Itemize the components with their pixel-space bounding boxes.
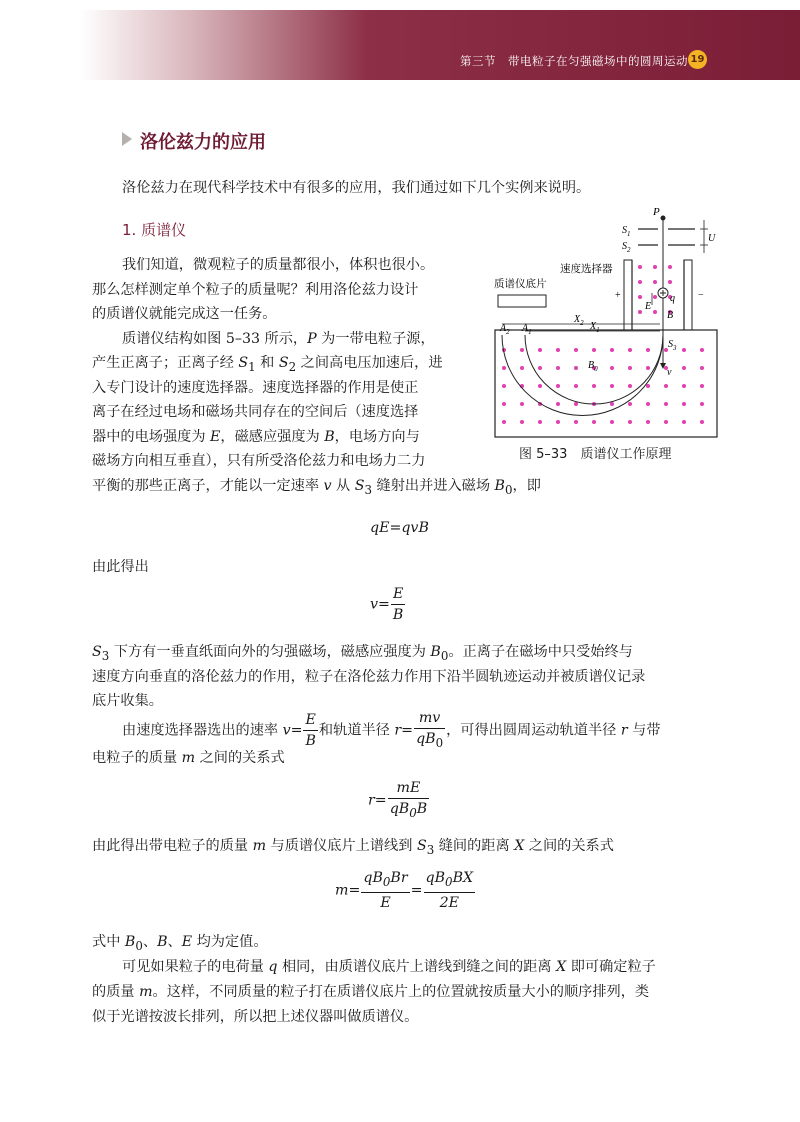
paragraph-line: 的质谱仪就能完成这一任务。 [92, 306, 277, 322]
selector-plate-block-right [684, 260, 692, 330]
figure-caption: 图 5–33 质谱仪工作原理 [519, 447, 672, 462]
label-s1: $S_1$ [622, 225, 631, 238]
field-dot [574, 348, 578, 352]
field-dot [646, 402, 650, 406]
field-dot [574, 366, 578, 370]
field-dot [700, 348, 704, 352]
field-dot [668, 265, 672, 269]
field-dot [646, 384, 650, 388]
subsection-title: 1. 质谱仪 [122, 221, 187, 239]
field-dot [653, 280, 657, 284]
field-dot [638, 280, 642, 284]
field-dot [538, 348, 542, 352]
paragraph-line: 产生正离子；正离子经 $S_1$ 和 $S_2$ 之间高电压加速后，进 [92, 355, 443, 374]
equation-velocity: v= $\frac{E}{B}$ [370, 586, 404, 623]
field-dot [502, 420, 506, 424]
paragraph-line: 似于光谱按波长排列，所以把上述仪器叫做质谱仪。 [92, 1008, 419, 1025]
field-dot [646, 348, 650, 352]
field-dot [520, 366, 524, 370]
field-dot [668, 280, 672, 284]
equation-force-balance: qE=qvB [370, 520, 429, 536]
field-dot [664, 384, 668, 388]
field-dot [610, 348, 614, 352]
label-plus: + [615, 290, 621, 301]
label-minus: − [698, 290, 704, 301]
field-dot [628, 366, 632, 370]
label-v: v [667, 367, 672, 378]
field-dot [638, 310, 642, 314]
field-dot [682, 420, 686, 424]
paragraph-line: 由此得出带电粒子的质量 m 与质谱仪底片上谱线到 $S_3$ 缝间的距离 X 之间的关系式 [92, 838, 614, 857]
label-q: q [670, 293, 675, 304]
field-dot [592, 420, 596, 424]
field-dot [682, 384, 686, 388]
page-number-badge: 19 [688, 50, 707, 69]
field-dot [556, 402, 560, 406]
field-dot [574, 420, 578, 424]
label-film: 质谱仪底片 [494, 278, 547, 290]
field-dot [556, 366, 560, 370]
field-dot [700, 366, 704, 370]
field-dot [592, 384, 596, 388]
field-dot [538, 384, 542, 388]
paragraph-line: 式中 $B_0$、B、E 均为定值。 [92, 934, 268, 953]
field-dot [520, 402, 524, 406]
field-dot [682, 348, 686, 352]
field-dot [520, 348, 524, 352]
paragraph-line: 速度方向垂直的洛伦兹力的作用，粒子在洛伦兹力作用下沿半圆轨迹运动并被质谱仪记录 [92, 668, 646, 685]
paragraph-line: 器中的电场强度为 E，磁感应强度为 B，电场方向与 [92, 428, 420, 445]
field-dot [520, 420, 524, 424]
paragraph-line: 电粒子的质量 m 之间的关系式 [92, 750, 285, 766]
field-dot [574, 384, 578, 388]
field-dot [628, 402, 632, 406]
field-dot [638, 265, 642, 269]
label-a2: $A_2$ [500, 323, 510, 336]
paragraph-line: 由速度选择器选出的速率 v= $\frac{E}{B}$ 和轨道半径 r= $\frac{mv}{qB_0}$ ，可得出圆周运动轨道半径 r 与带 [122, 710, 661, 750]
label-s2: $S_2$ [622, 241, 631, 254]
field-dot [646, 420, 650, 424]
field-dot [610, 384, 614, 388]
field-dot [638, 295, 642, 299]
label-b0: $B_0$ [588, 360, 598, 373]
label-x2: $X_2$ [574, 314, 584, 327]
field-dot [628, 384, 632, 388]
field-dot [653, 295, 657, 299]
section-title: 洛伦兹力的应用 [140, 132, 266, 153]
field-dot [502, 384, 506, 388]
label-a1: $A_1$ [522, 323, 532, 336]
field-dot [653, 265, 657, 269]
field-dot [700, 420, 704, 424]
field-dot [538, 420, 542, 424]
paragraph-line: 入专门设计的速度选择器。速度选择器的作用是使正 [92, 379, 419, 396]
label-velocity-selector: 速度选择器 [560, 263, 613, 275]
field-dot [610, 366, 614, 370]
paragraph-line: 我们知道，微观粒子的质量都很小，体积也很小。 [122, 257, 435, 273]
label-b: B [667, 310, 674, 321]
field-dot [682, 366, 686, 370]
field-dot [664, 402, 668, 406]
paragraph-line: 离子在经过电场和磁场共同存在的空间后（速度选择 [92, 404, 419, 420]
field-dot [610, 420, 614, 424]
field-dot [502, 402, 506, 406]
field-dot [556, 348, 560, 352]
label-s3: $S_3$ [668, 339, 677, 352]
label-x1: $X_1$ [590, 321, 600, 334]
field-dot [556, 384, 560, 388]
paragraph-line: 质谱仪结构如图 5–33 所示，P 为一带电粒子源， [122, 330, 435, 347]
paragraph-line: 平衡的那些正离子，才能以一定速率 v 从 $S_3$ 缝射出并进入磁场 $B_0$，即 [92, 478, 541, 497]
paragraph-line: 的质量 m。这样，不同质量的粒子打在质谱仪底片上的位置就按质量大小的顺序排列，类 [92, 984, 650, 1000]
label-e: E [645, 301, 652, 312]
field-dot [592, 348, 596, 352]
paragraph-line: 可见如果粒子的电荷量 q 相同，由质谱仪底片上谱线到缝之间的距离 X 即可确定粒子 [122, 959, 656, 975]
paragraph-line: 那么怎样测定单个粒子的质量呢？利用洛伦兹力设计 [92, 281, 419, 298]
field-dot [556, 420, 560, 424]
equation-radius: r= $\frac{mE}{qB_0B}$ [368, 780, 428, 820]
selector-plate-block-left [624, 260, 632, 330]
label-p: P [653, 206, 660, 218]
field-dot [700, 402, 704, 406]
intro-paragraph: 洛伦兹力在现代科学技术中有很多的应用，我们通过如下几个实例来说明。 [122, 180, 591, 196]
triangle-bullet-icon [122, 132, 132, 146]
chapter-header-band [80, 10, 800, 80]
field-dot [700, 384, 704, 388]
chapter-section-title: 第三节 带电粒子在匀强磁场中的圆周运动 [460, 54, 688, 68]
film-plate [498, 295, 546, 307]
field-dot [682, 402, 686, 406]
paragraph-line: $S_3$ 下方有一垂直纸面向外的匀强磁场，磁感应强度为 $B_0$。正离子在磁场中只受始终与 [92, 644, 633, 663]
field-dot [664, 420, 668, 424]
paragraph-line: 由此得出 [92, 559, 149, 575]
paragraph-line: 磁场方向相互垂直），只有所受洛伦兹力和电场力二力 [92, 453, 426, 469]
mass-spectrometer-diagram [490, 205, 722, 465]
field-dot [653, 310, 657, 314]
label-u: U [708, 233, 716, 244]
field-dot [502, 366, 506, 370]
equation-mass: m= $\frac{qB_0Br}{E}$ = $\frac{qB_0BX}{2E}$ [335, 870, 474, 911]
paragraph-line: 底片收集。 [92, 693, 163, 709]
field-dot [646, 366, 650, 370]
field-dot [628, 348, 632, 352]
field-dot [538, 366, 542, 370]
field-dot [628, 420, 632, 424]
